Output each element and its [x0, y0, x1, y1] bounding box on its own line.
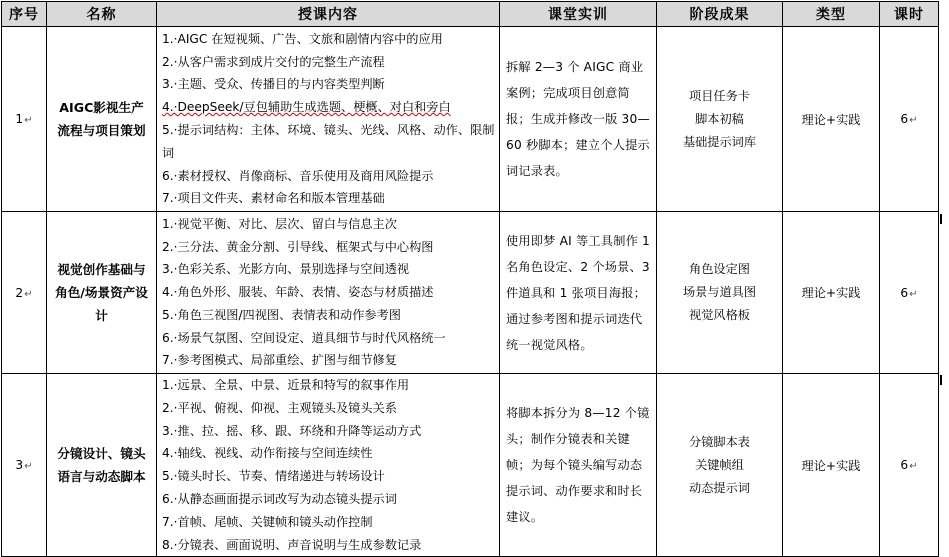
paragraph-mark: ↵	[909, 288, 918, 300]
content-item: 5.·镜头时长、节奏、情绪递进与转场设计	[162, 469, 385, 484]
content-item: 6.·从静态画面提示词改写为动态镜头提示词	[162, 491, 397, 506]
outcome-item: 分镜脚本表	[689, 434, 750, 449]
content-item: 4.·角色外形、服装、年龄、表情、姿态与材质描述	[162, 285, 434, 300]
outcome-item: 基础提示词库	[682, 134, 757, 149]
header-content: 授课内容	[157, 2, 500, 27]
row-hours-cell	[880, 27, 939, 212]
paragraph-mark: ↵	[24, 288, 33, 300]
header-name: 名称	[47, 2, 157, 27]
table-row	[2, 212, 939, 374]
content-item: 7.·参考图模式、局部重绘、扩图与细节修复	[162, 353, 397, 368]
content-item: 1.·AIGC 在短视频、广告、文旅和剧情内容中的应用	[162, 31, 443, 46]
header-hours: 课时	[880, 2, 939, 27]
content-item: 1.·视觉平衡、对比、层次、留白与信息主次	[162, 216, 397, 231]
row-seq: 3	[15, 458, 24, 473]
outcome-item: 脚本初稿	[695, 111, 744, 126]
header-row	[2, 2, 939, 27]
content-item: 5.·提示词结构：主体、环境、镜头、光线、风格、动作、限制词	[162, 123, 495, 160]
header-outcome: 阶段成果	[657, 2, 783, 27]
content-item: 3.·主题、受众、传播目的与内容类型判断	[162, 77, 385, 92]
row-outcome	[657, 374, 783, 557]
row-hours: 6	[900, 285, 909, 300]
row-name: 视觉创作基础与角色/场景资产设计	[47, 212, 157, 374]
paragraph-mark: ↵	[909, 461, 918, 473]
header-type: 类型	[783, 2, 880, 27]
header-seq: 序号	[2, 2, 47, 27]
content-item: 6.·场景气氛图、空间设定、道具细节与时代风格统一	[162, 330, 446, 345]
content-item: 6.·素材授权、肖像商标、音乐使用及商用风险提示	[162, 168, 434, 183]
table-row	[2, 374, 939, 557]
content-item: 4.·DeepSeek/豆包辅助生成选题、梗概、对白和旁白	[162, 100, 451, 115]
content-item: 2.·平视、俯视、仰视、主观镜头及镜头关系	[162, 400, 397, 415]
row-seq-cell	[2, 212, 47, 374]
row-type: 理论+实践	[783, 212, 880, 374]
paragraph-mark: ↵	[909, 115, 918, 126]
row-type: 理论+实践	[783, 27, 880, 212]
outcome-item: 项目任务卡	[689, 88, 750, 103]
course-table	[1, 1, 939, 557]
content-item: 4.·轴线、视线、动作衔接与空间连续性	[162, 446, 373, 461]
row-practice: 拆解 2—3 个 AIGC 商业案例；完成项目创意简报；生成并修改一版 30—60 秒脚本；建立个人提示词记录表。	[500, 27, 657, 212]
content-item: 1.·远景、全景、中景、近景和特写的叙事作用	[162, 378, 410, 392]
table-row	[2, 27, 939, 212]
content-item: 2.·三分法、黄金分割、引导线、框架式与中心构图	[162, 239, 434, 254]
row-hours-cell	[880, 212, 939, 374]
row-content	[157, 27, 500, 212]
outcome-item: 动态提示词	[689, 480, 750, 495]
outcome-item: 关键帧组	[695, 457, 744, 472]
header-practice: 课堂实训	[500, 2, 657, 27]
outcome-item: 角色设定图	[689, 262, 750, 276]
row-seq: 2	[15, 285, 24, 300]
row-outcome	[657, 212, 783, 374]
content-item: 8.·分镜表、画面说明、声音说明与生成参数记录	[162, 537, 422, 552]
content-item: 7.·项目文件夹、素材命名和版本管理基础	[162, 191, 385, 206]
row-hours: 6	[900, 458, 909, 473]
row-seq: 1	[15, 112, 24, 126]
content-item: 3.·推、拉、摇、移、跟、环绕和升降等运动方式	[162, 423, 422, 438]
outcome-item: 场景与道具图	[682, 285, 757, 299]
outcome-item: 视觉风格板	[689, 308, 750, 322]
paragraph-mark: ↵	[24, 461, 33, 473]
row-end-marker	[940, 375, 942, 385]
row-hours-cell	[880, 374, 939, 557]
row-name: 分镜设计、镜头语言与动态脚本	[47, 374, 157, 557]
content-item: 3.·色彩关系、光影方向、景别选择与空间透视	[162, 262, 410, 277]
row-practice: 使用即梦 AI 等工具制作 1 名角色设定、2 个场景、3 件道具和 1 张项目海报；通过参考图和提示词迭代统一视觉风格。	[500, 212, 657, 374]
row-content	[157, 374, 500, 557]
row-outcome	[657, 27, 783, 212]
row-name: AIGC影视生产流程与项目策划	[47, 27, 157, 212]
row-practice: 将脚本拆分为 8—12 个镜头；制作分镜表和关键帧；为每个镜头编写动态提示词、动作要求和时长建议。	[500, 374, 657, 557]
content-item: 5.·角色三视图/四视图、表情表和动作参考图	[162, 307, 401, 322]
content-item: 2.·从客户需求到成片交付的完整生产流程	[162, 54, 385, 69]
row-content	[157, 212, 500, 374]
row-seq-cell	[2, 27, 47, 212]
row-end-marker	[940, 214, 942, 224]
content-item: 7.·首帧、尾帧、关键帧和镜头动作控制	[162, 514, 373, 529]
paragraph-mark: ↵	[24, 115, 33, 126]
row-seq-cell	[2, 374, 47, 557]
row-hours: 6	[900, 112, 909, 126]
row-type: 理论+实践	[783, 374, 880, 557]
